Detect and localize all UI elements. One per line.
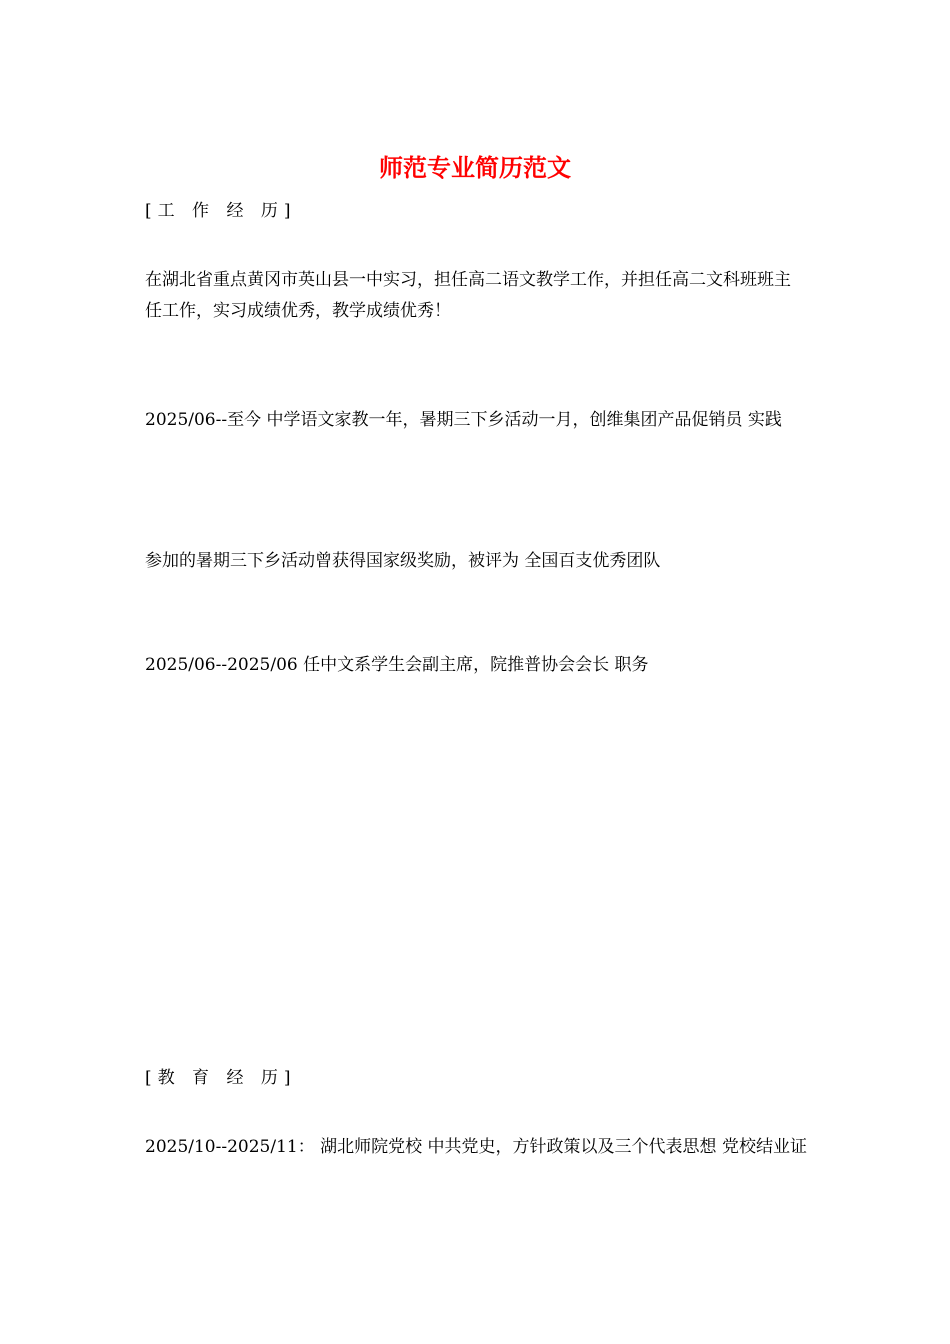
education-heading: [教 育 经 历] bbox=[145, 1068, 297, 1088]
work-paragraph-award: 参加的暑期三下乡活动曾获得国家级奖励，被评为 全国百支优秀团队 bbox=[145, 551, 661, 571]
work-paragraph-tutoring: 2025/06--至今 中学语文家教一年，暑期三下乡活动一月，创维集团产品促销员 实践 bbox=[145, 410, 782, 430]
work-experience-heading: [工 作 经 历] bbox=[145, 201, 297, 221]
education-paragraph-party-school: 2025/10--2025/11： 湖北师院党校 中共党史，方针政策以及三个代表思想 党校结业证 bbox=[145, 1137, 807, 1157]
work-paragraph-student-union: 2025/06--2025/06 任中文系学生会副主席，院推普协会会长 职务 bbox=[145, 655, 649, 675]
work-paragraph-internship: 在湖北省重点黄冈市英山县一中实习，担任高二语文教学工作，并担任高二文科班班主任工作，实习成绩优秀，教学成绩优秀！ bbox=[145, 270, 791, 321]
document-title: 师范专业简历范文 bbox=[379, 153, 571, 182]
